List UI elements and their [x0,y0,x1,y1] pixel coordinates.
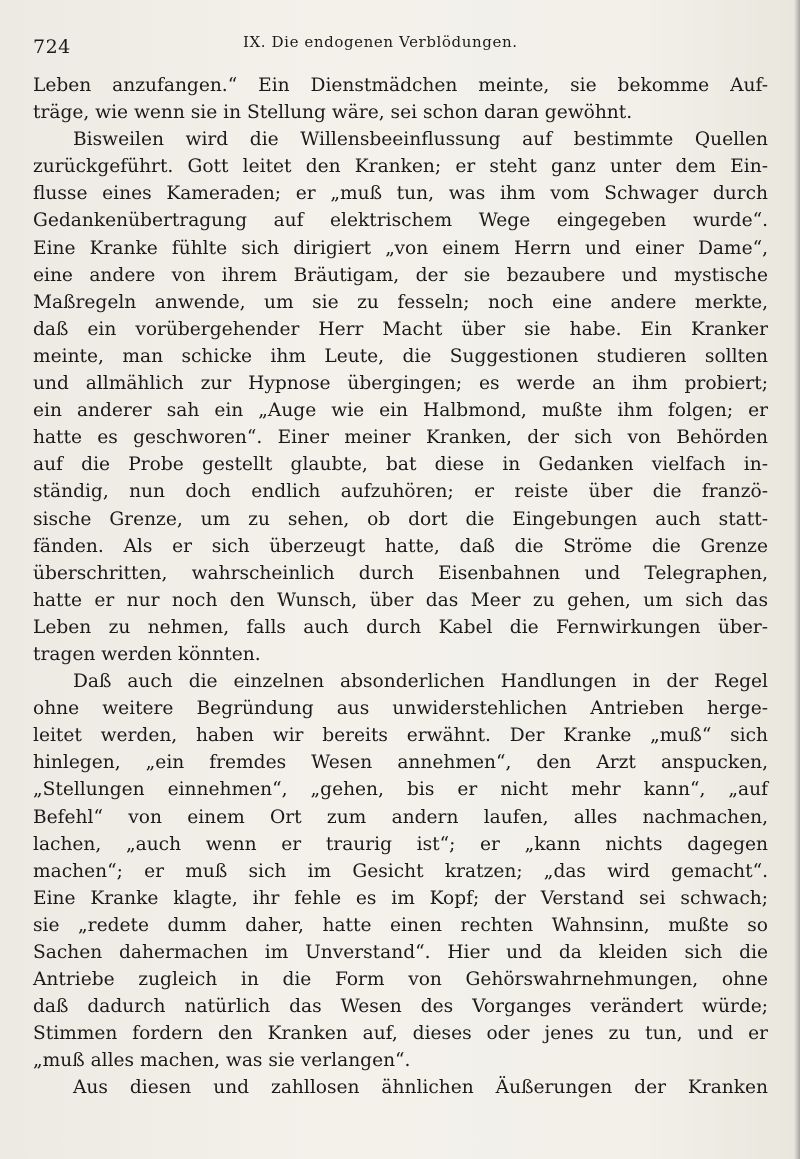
text-line: sische Grenze, um zu sehen, ob dort die Eingebungen auch statt- [33,508,768,530]
text-line: sie „redete dumm daher, hatte einen rechten Wahnsinn, mußte so [33,914,768,936]
page-number: 724 [33,36,71,58]
text-line: Leben anzufangen.“ Ein Dienstmädchen meinte, sie bekomme Auf- [33,75,768,96]
text-line: Aus diesen und zahllosen ähnlichen Äußerungen der Kranken [73,1077,768,1099]
text-line: Maßregeln anwende, um sie zu fesseln; noch eine andere merkte, [33,291,768,313]
text-line: hatte er nur noch den Wunsch, über das Meer zu gehen, um sich das [33,589,768,611]
text-line: lachen, „auch wenn er traurig ist“; er „kann nichts dagegen [33,833,768,855]
text-line: Eine Kranke fühlte sich dirigiert „von einem Herrn und einer Dame“, [33,237,768,259]
text-line: tragen werden könnten. [33,643,261,665]
text-line: träge, wie wenn sie in Stellung wäre, sei schon daran gewöhnt. [33,102,633,124]
text-line: Antriebe zugleich in die Form von Gehörswahrnehmungen, ohne [33,969,768,991]
text-line: Daß auch die einzelnen absonderlichen Handlungen in der Regel [73,671,768,693]
paragraph [33,1074,768,1101]
text-line: ständig, nun doch endlich aufzuhören; er reiste über die franzö- [33,481,768,503]
text-line: Eine Kranke klagte, ihr fehle es im Kopf; der Verstand sei schwach; [33,887,768,909]
text-line: hinlegen, „ein fremdes Wesen annehmen“, den Arzt anspucken, [33,752,768,774]
text-line: meinte, man schicke ihm Leute, die Suggestionen studieren sollten [33,345,768,367]
text-line: Sachen dahermachen im Unverstand“. Hier und da kleiden sich die [33,942,768,963]
text-line: hatte es geschworen“. Einer meiner Kranken, der sich von Behörden [33,427,768,449]
text-line: eine andere von ihrem Bräutigam, der sie bezaubere und mystische [33,264,768,286]
text-line: daß ein vorübergehender Herr Macht über sie habe. Ein Kranker [33,318,768,340]
text-line: flusse eines Kameraden; er „muß tun, was ihm vom Schwager durch [33,183,768,205]
body-text [33,72,768,1102]
text-line: „Stellungen einnehmen“, „gehen, bis er nicht mehr kann“, „auf [33,779,768,801]
text-line: auf die Probe gestellt glaubte, bat diese in Gedanken vielfach in- [33,454,768,476]
text-line: Stimmen fordern den Kranken auf, dieses oder jenes zu tun, und er [33,1023,768,1045]
text-line: machen“; er muß sich im Gesicht kratzen; „das wird gemacht“. [33,860,768,882]
text-line: und allmählich zur Hypnose übergingen; es werde an ihm probiert; [33,373,768,395]
text-line: Bisweilen wird die Willensbeeinflussung auf bestimmte Quellen [73,129,768,151]
running-title: IX. Die endogenen Verblödungen. [243,33,518,51]
text-line: zurückgeführt. Gott leitet den Kranken; er steht ganz unter dem Ein- [33,156,768,178]
text-line: daß dadurch natürlich das Wesen des Vorganges verändert würde; [33,996,768,1018]
paragraph [33,72,768,126]
text-line: Gedankenübertragung auf elektrischem Wege eingegeben wurde“. [33,210,768,232]
paragraph [33,126,768,668]
page-header [33,30,768,60]
text-line: „muß alles machen, was sie verlangen“. [33,1050,411,1072]
text-line: ein anderer sah ein „Auge wie ein Halbmond, mußte ihm folgen; er [33,400,768,422]
text-line: Leben zu nehmen, falls auch durch Kabel die Fernwirkungen über- [33,616,768,638]
text-line: Befehl“ von einem Ort zum andern laufen, alles nachmachen, [33,806,768,828]
text-line: fänden. Als er sich überzeugt hatte, daß die Ströme die Grenze [33,535,768,557]
text-line: überschritten, wahrscheinlich durch Eisenbahnen und Telegraphen, [33,562,768,584]
page-edge-shadow [794,0,800,1159]
text-line: ohne weitere Begründung aus unwiderstehlichen Antrieben herge- [33,698,768,720]
text-line: leitet werden, haben wir bereits erwähnt. Der Kranke „muß“ sich [33,725,768,747]
paragraph [33,668,768,1074]
